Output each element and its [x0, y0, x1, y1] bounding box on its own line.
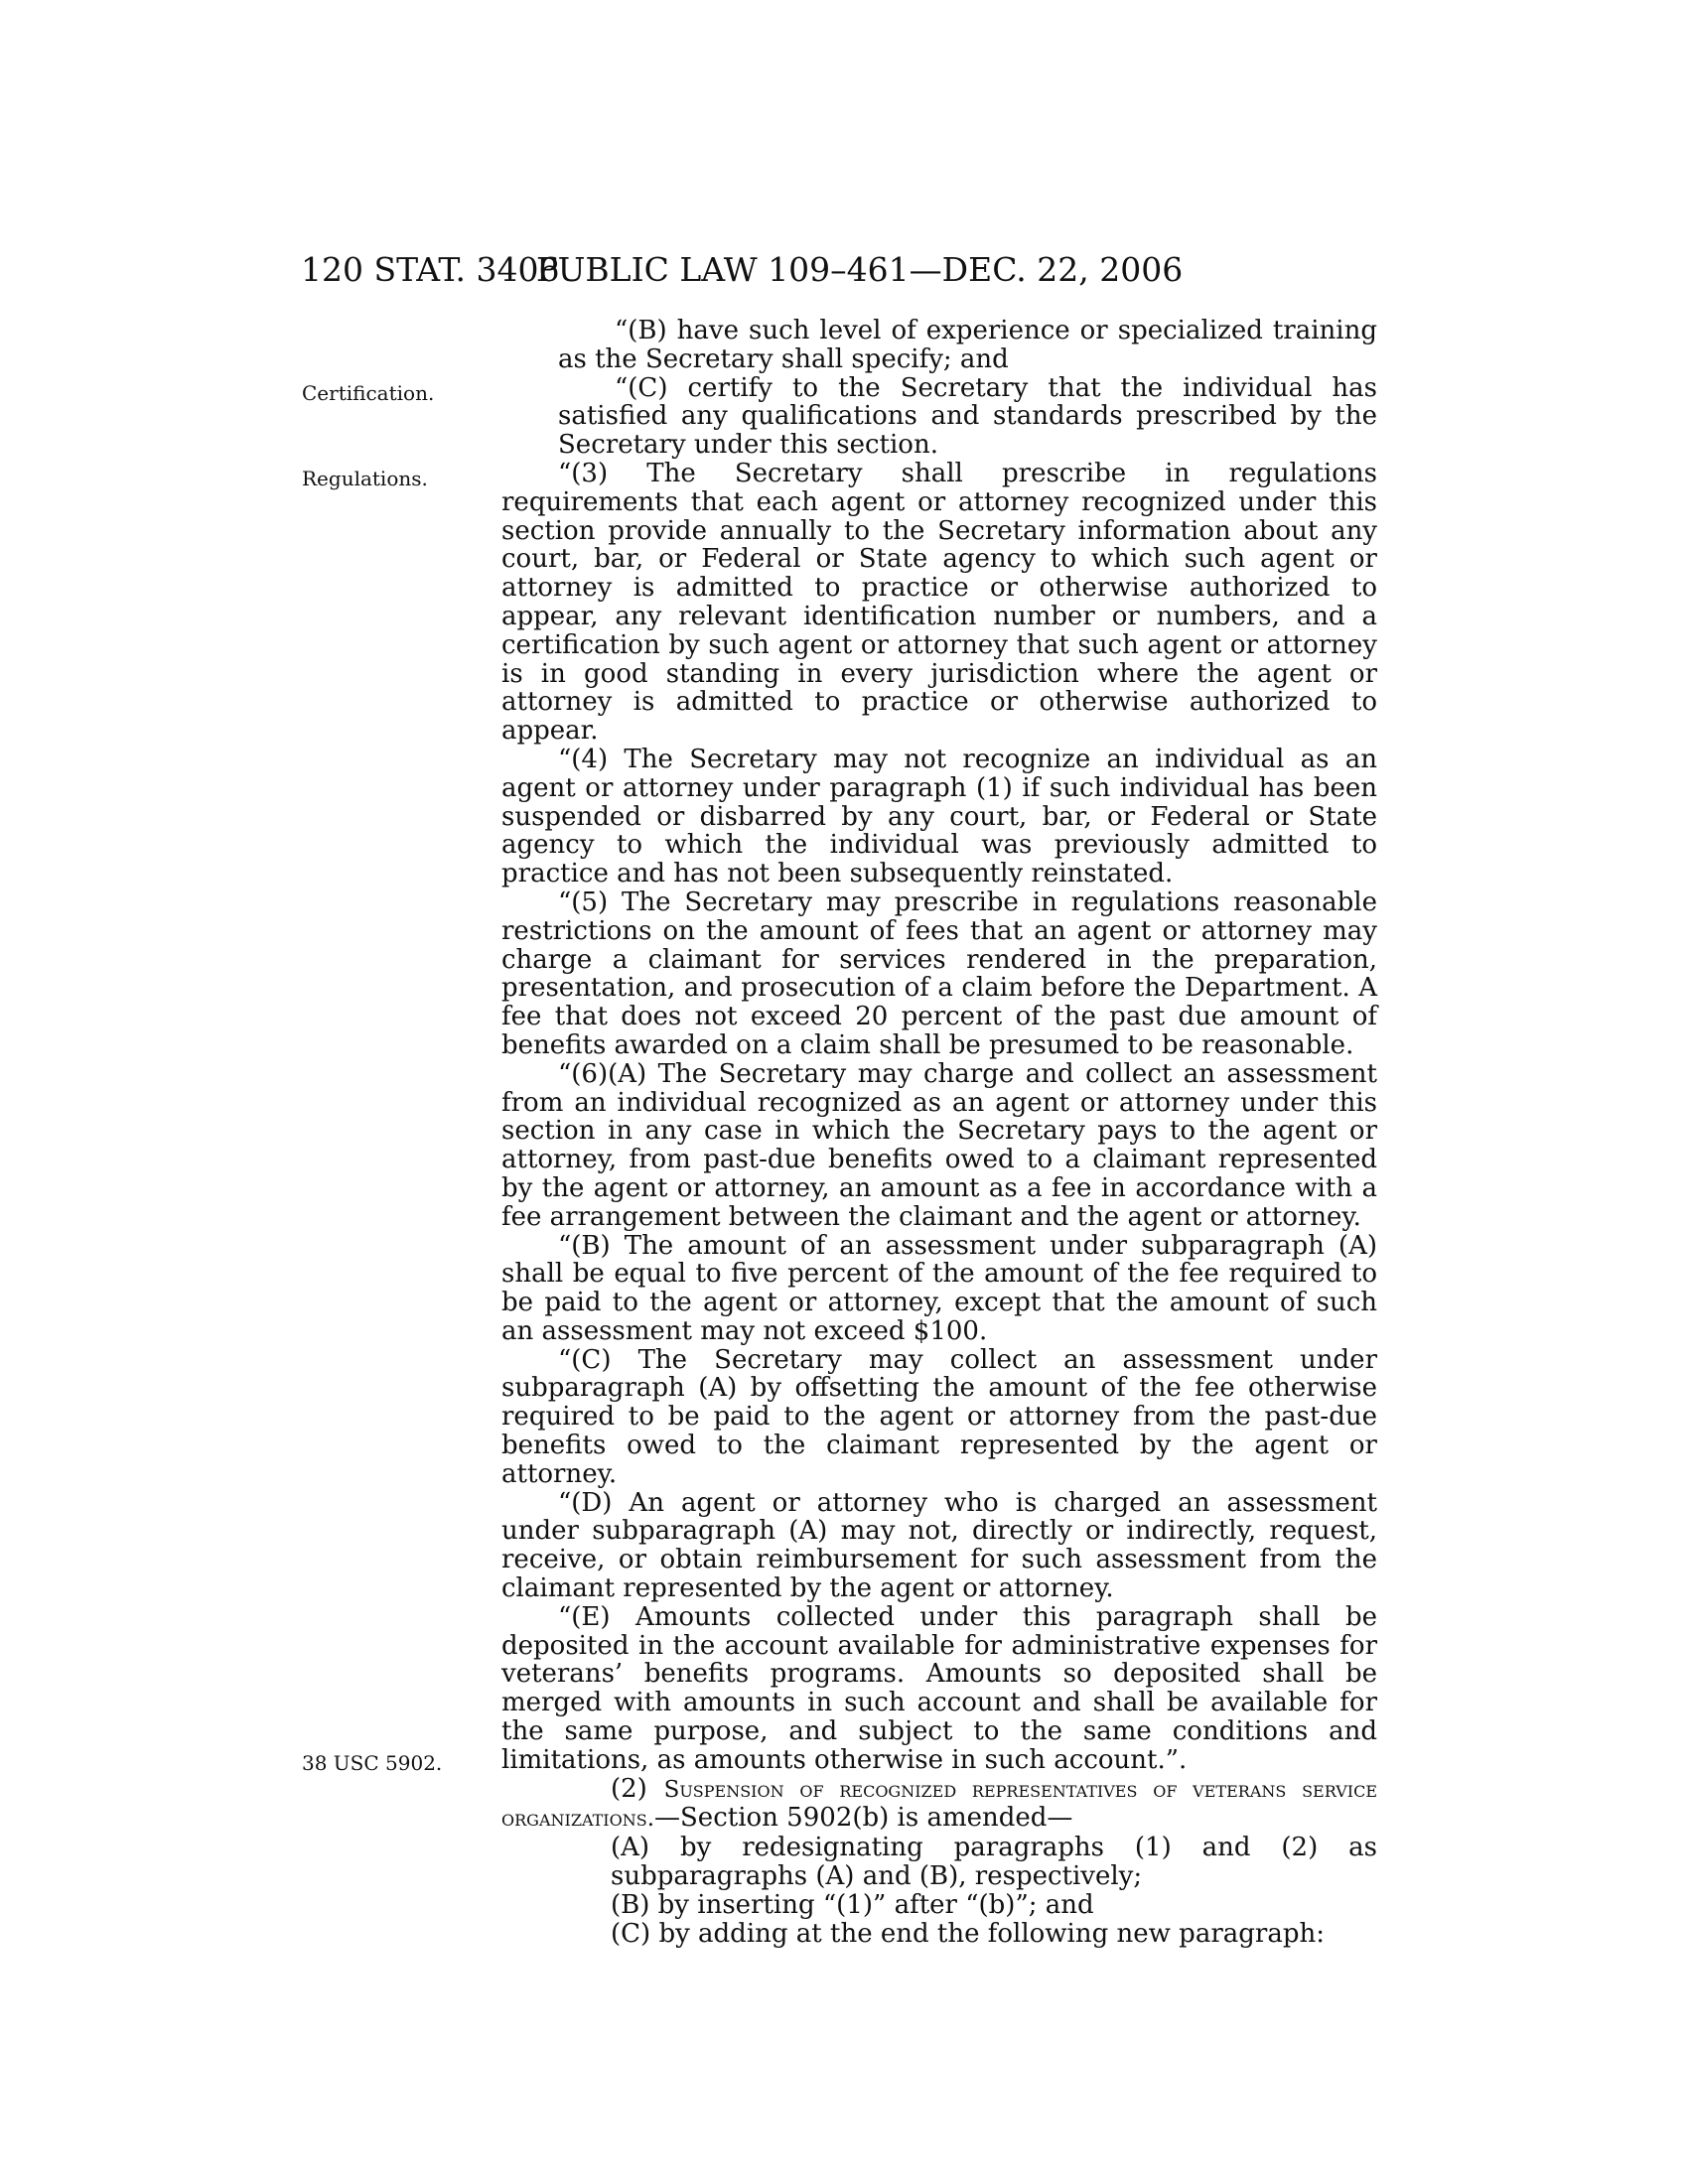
subparagraph-b: “(B) have such level of experience or specialized training as the Secretary shall specify; and — [558, 316, 1377, 374]
paragraph-6d: “(D) An agent or attorney who is charged an assessment under subparagraph (A) may not, directly or indirectly, request, receive, or obtain reimbursement for such assessment from the claimant represented by the agent or attorney. — [501, 1487, 1377, 1604]
paragraph-2-number: (2) — [611, 1773, 647, 1804]
paragraph-6c: “(C) The Secretary may collect an assessment under subparagraph (A) by offsetting the amount of the fee otherwise required to be paid to the agent or attorney from the past-due benefits owed to the claimant represented by the agent or attorney. — [501, 1344, 1377, 1489]
paragraph-6e: “(E) Amounts collected under this paragraph shall be deposited in the account available for administrative expenses for veterans’ benefits programs. Amounts so deposited shall be merged with amounts in such account and shall be available for the same purpose, and subject to the same conditions and limitations, as amounts otherwise in such account.”. — [501, 1601, 1377, 1775]
page-title: PUBLIC LAW 109–461—DEC. 22, 2006 — [536, 250, 1184, 289]
list-item-b: (B) by inserting “(1)” after “(b)”; and — [611, 1889, 1094, 1920]
paragraph-3: “(3) The Secretary shall prescribe in regulations requirements that each agent or attorney recognized under this section provide annually to the Secretary information about any court, bar, or Federal or State agency to which such agent or attorney is admitted to practice or otherwise authorized to appear, any relevant identification number or numbers, and a certification by such agent or attorney that such agent or attorney is in good standing in every jurisdiction where the agent or attorney is admitted to practice or otherwise authorized to appear. — [501, 458, 1377, 747]
margin-note-usc: 38 USC 5902. — [302, 1751, 443, 1775]
document-body — [501, 317, 1377, 1948]
paragraph-2-heading: Suspension of recognized representatives of veterans service organizations. — [501, 1776, 1378, 1833]
margin-note-certification: Certification. — [302, 381, 435, 405]
margin-note-regulations: Regulations. — [302, 467, 428, 490]
paragraph-2 — [501, 1775, 1377, 1835]
stat-reference: 120 STAT. 3406 — [301, 250, 560, 289]
list-item-a: (A) by redesignating paragraphs (1) and (2) as subparagraphs (A) and (B), respectively; — [611, 1833, 1377, 1892]
paragraph-2-text: —Section 5902(b) is amended— — [654, 1803, 1073, 1834]
paragraph-4: “(4) The Secretary may not recognize an individual as an agent or attorney under paragraph (1) if such individual has been suspended or disbarred by any court, bar, or Federal or State agency to which the individual was previously admitted to practice and has not been subsequently reinstated. — [501, 744, 1377, 889]
subparagraph-c: “(C) certify to the Secretary that the individual has satisfied any qualifications and standards prescribed by the Secretary under this section. — [558, 372, 1377, 461]
paragraph-6b: “(B) The amount of an assessment under subparagraph (A) shall be equal to five percent of the amount of the fee required to be paid to the agent or attorney, except that the amount of such an assessment may not exceed $100. — [501, 1230, 1377, 1346]
paragraph-6a: “(6)(A) The Secretary may charge and collect an assessment from an individual recognized as an agent or attorney under this section in any case in which the Secretary pays to the agent or attorney, from past-due benefits owed to a claimant represented by the agent or attorney, an amount as a fee in accordance with a fee arrangement between the claimant and the agent or attorney. — [501, 1058, 1377, 1232]
list-item-c: (C) by adding at the end the following new paragraph: — [611, 1918, 1325, 1949]
paragraph-5: “(5) The Secretary may prescribe in regulations reasonable restrictions on the amount of fees that an agent or attorney may charge a claimant for services rendered in the preparation, presentation, and prosecution of a claim before the Department. A fee that does not exceed 20 percent of the past due amount of benefits awarded on a claim shall be presumed to be reasonable. — [501, 887, 1377, 1060]
